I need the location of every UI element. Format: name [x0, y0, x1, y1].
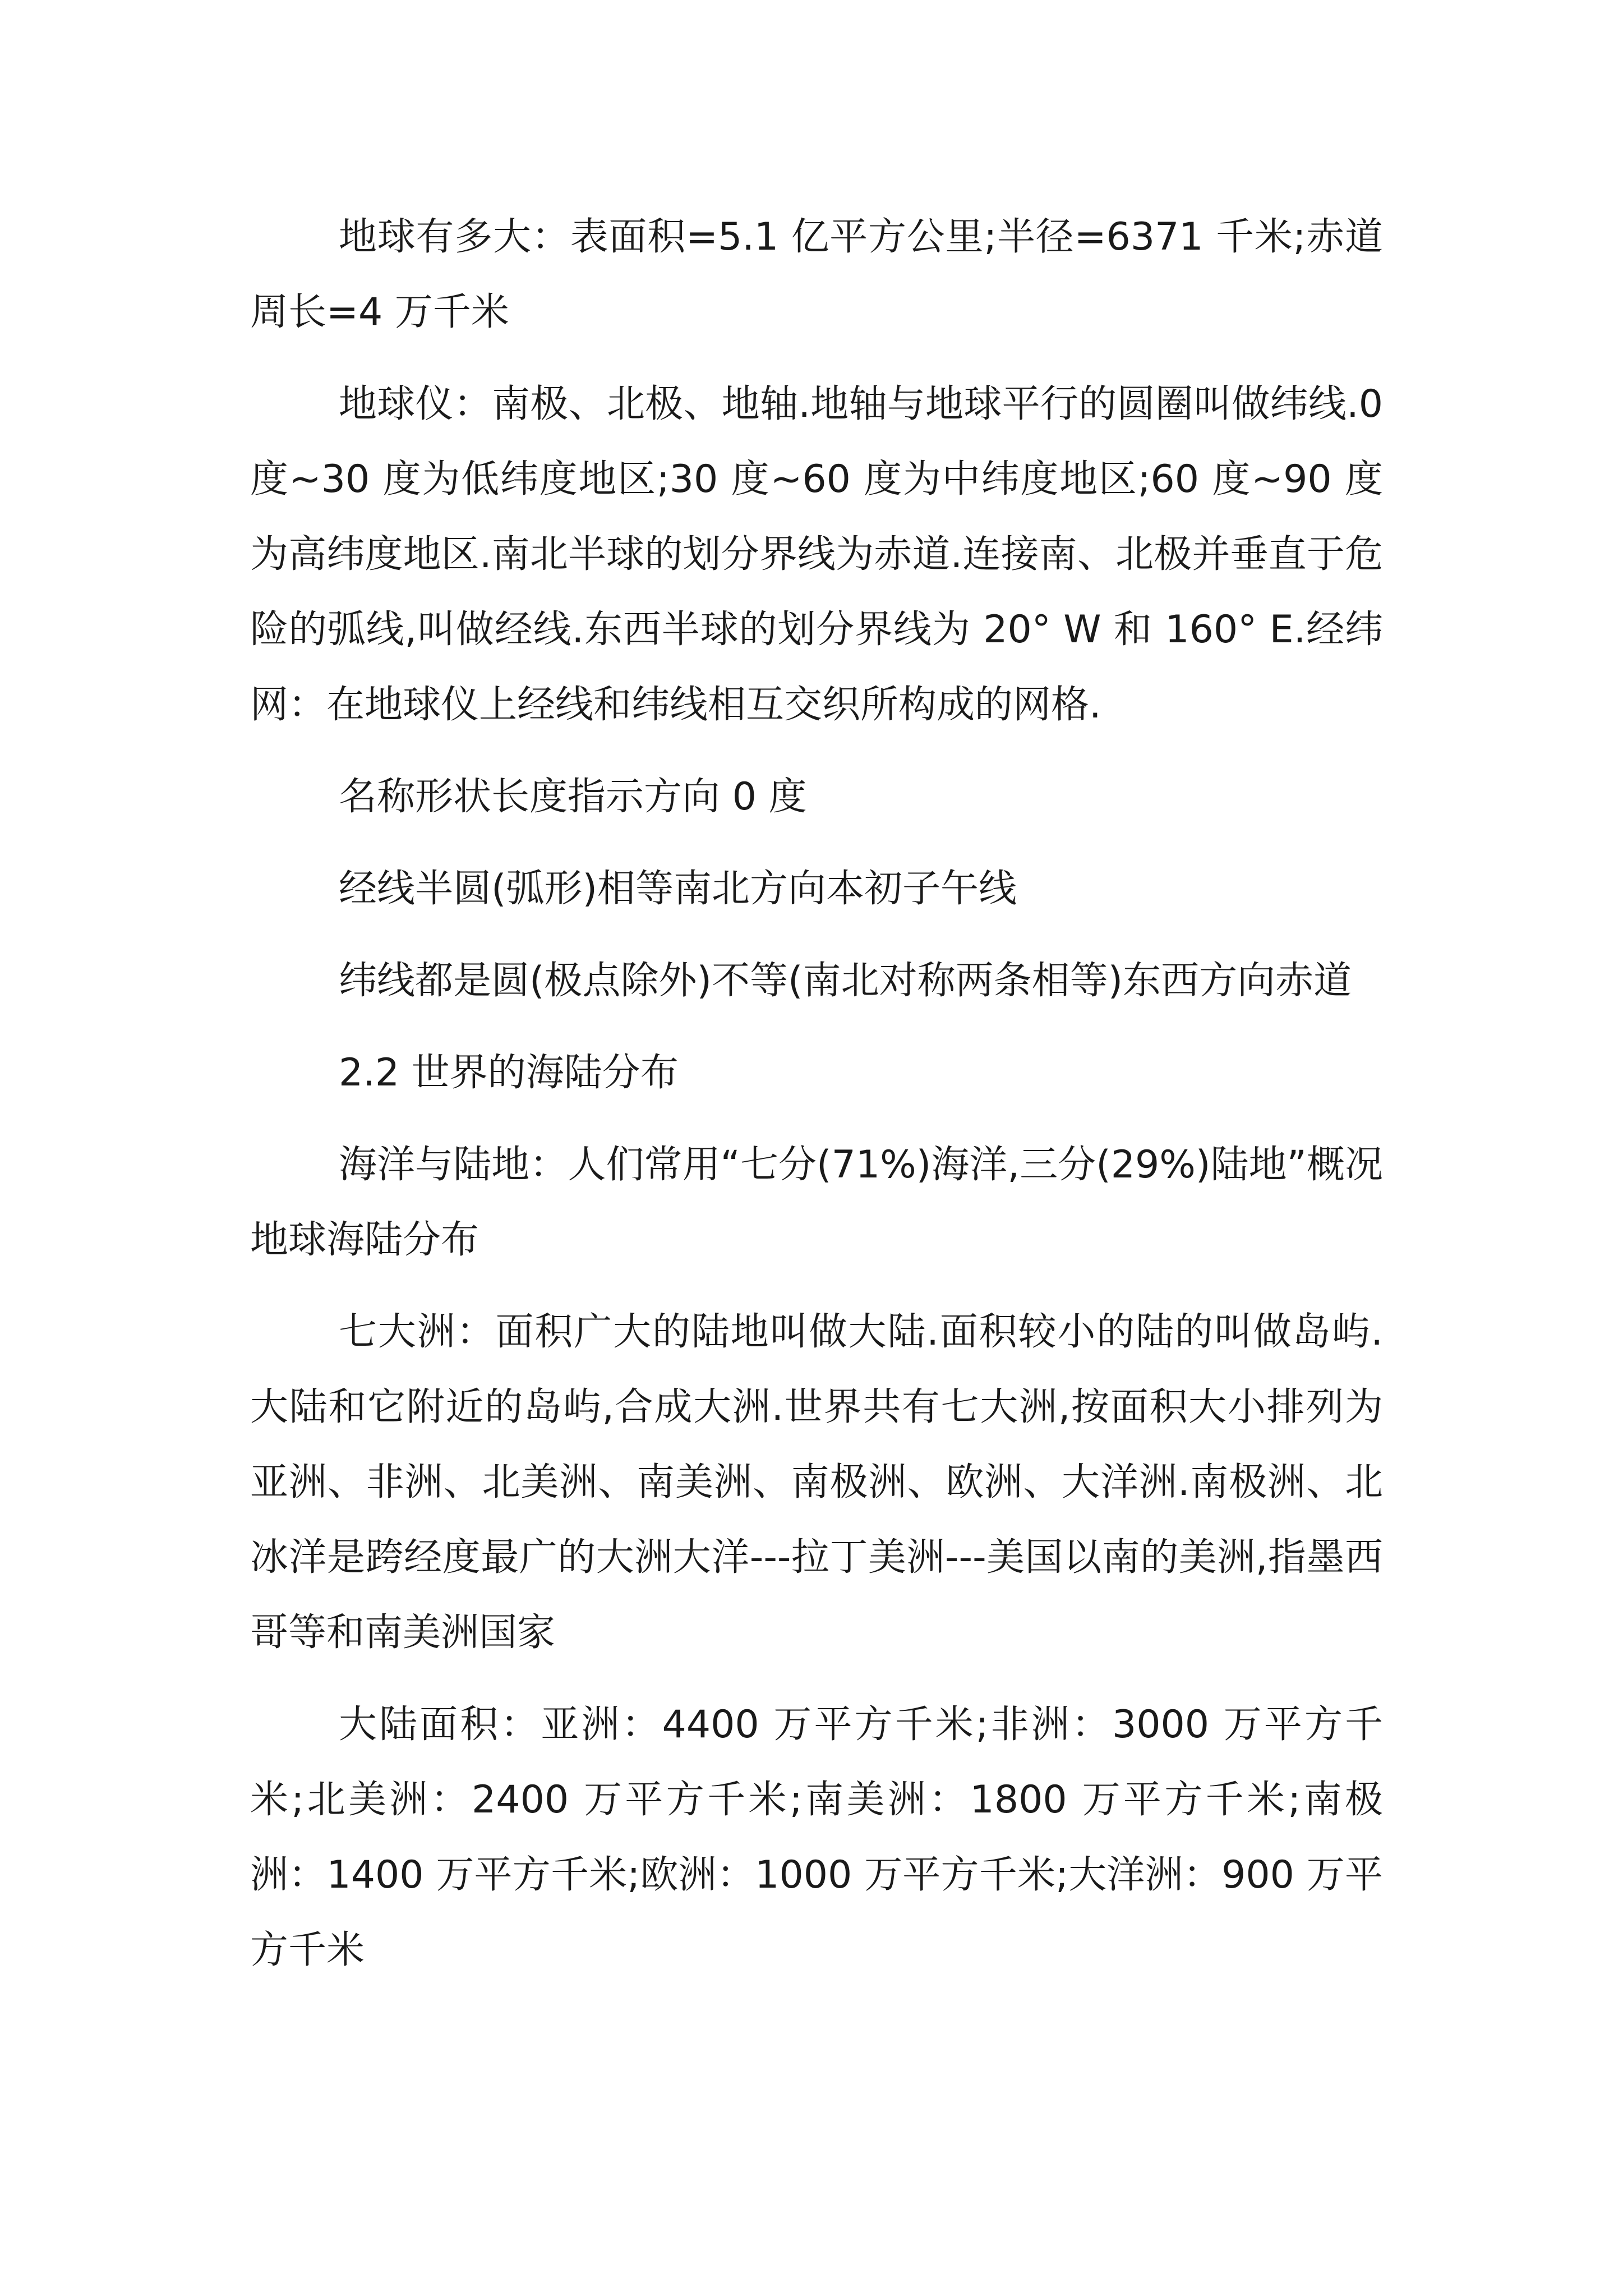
paragraph-meridian: 经线半圆(弧形)相等南北方向本初子午线 — [339, 867, 1017, 911]
paragraph-continent-areas: 大陆面积：亚洲：4400 万平方千米;非洲：3000 万平方千米;北美洲：2400 万平方千米;南美洲：1800 万平方千米;南极洲：1400 万平方千米;欧洲：1000 万平方千米;大洋洲：900 万平方千米 — [250, 1703, 1383, 1972]
paragraph-parallel: 纬线都是圆(极点除外)不等(南北对称两条相等)东西方向赤道 — [339, 959, 1352, 1003]
paragraph-earth-size: 地球有多大：表面积=5.1 亿平方公里;半径=6371 千米;赤道周长=4 万千米 — [250, 215, 1383, 334]
paragraph-ocean-land: 海洋与陆地：人们常用“七分(71%)海洋,三分(29%)陆地”概况地球海陆分布 — [250, 1143, 1383, 1262]
paragraph-globe: 地球仪：南极、北极、地轴.地轴与地球平行的圆圈叫做纬线.0 度~30 度为低纬度地区;30 度~60 度为中纬度地区;60 度~90 度为高纬度地区.南北半球的划分界线为赤道.连接南、北极并垂直于危险的弧线,叫做经线.东西半球的划分界线为 20° W 和 160° E.经纬网：在地球仪上经线和纬线相互交织所构成的网格. — [250, 382, 1383, 727]
paragraph-table-header: 名称形状长度指示方向 0 度 — [339, 775, 807, 819]
section-heading: 2.2 世界的海陆分布 — [339, 1051, 679, 1095]
document-page — [250, 200, 1383, 2005]
paragraph-seven-continents: 七大洲：面积广大的陆地叫做大陆.面积较小的陆的叫做岛屿.大陆和它附近的岛屿,合成大洲.世界共有七大洲,按面积大小排列为亚洲、非洲、北美洲、南美洲、南极洲、欧洲、大洋洲.南极洲、北冰洋是跨经度最广的大洲大洋---拉丁美洲---美国以南的美洲,指墨西哥等和南美洲国家 — [250, 1310, 1383, 1655]
